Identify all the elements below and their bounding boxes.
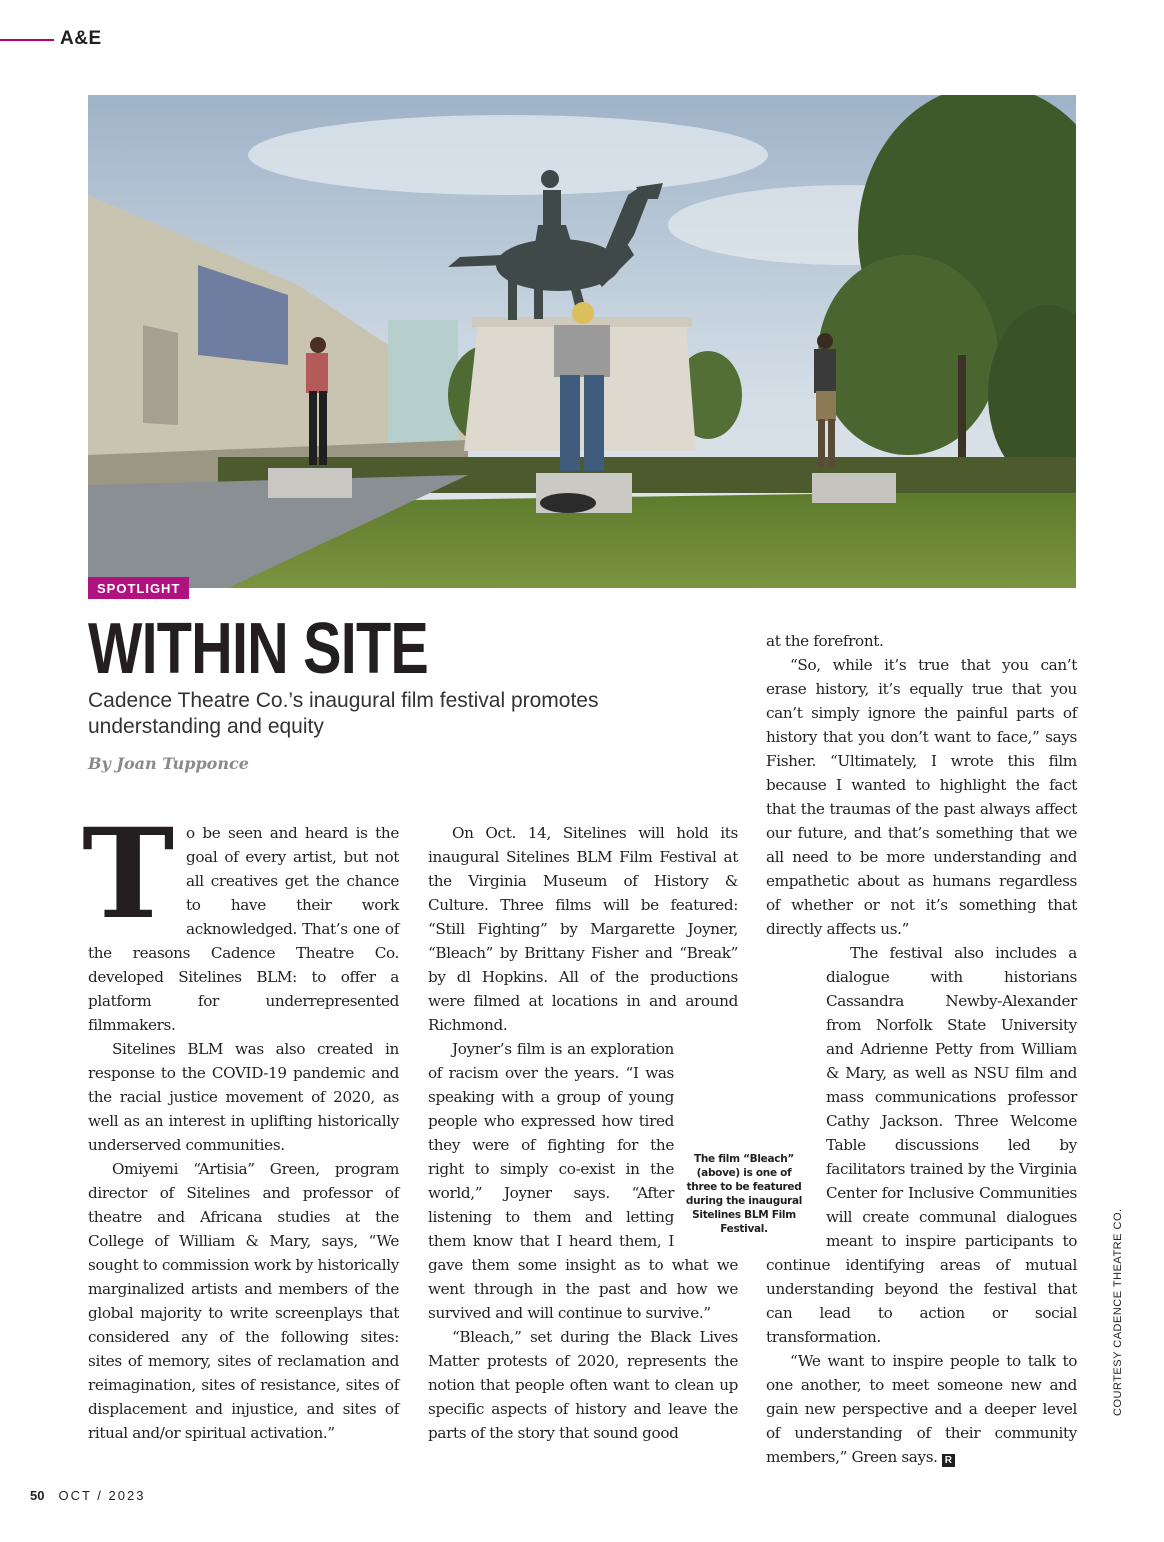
section-rule [0,39,54,41]
article-paragraph: “Bleach,” set during the Black Lives Matter protests of 2020, represents the notion that people often want to clean up specific aspects of history and leave the parts of the story that sound good [428,1328,738,1442]
article-paragraph: Omiyemi “Artisia” Green, program director of Sitelines and professor of theatre and Africana studies at the College of William & Mary, says, “We sought to commission work by historically marginalized artists and members of the global majority to write screenplays that considered any of the following sites: sites of memory, sites of reclamation and reimagination, sites of resistance, sites of displacement and injustice, and sites of ritual and/or spiritual activation.” [88,1160,399,1442]
subhead: Cadence Theatre Co.’s inaugural film festival promotes understanding and equity [88,689,599,738]
article-paragraph: On Oct. 14, Sitelines will hold its inaugural Sitelines BLM Film Festival at the Virginia Museum of History & Culture. Three films will be featured: “Still Fighting” by Margarette Joyner, “Bleach” by Brittany Fisher and “Break” by dl Hopkins. All of the productions were filmed at locations in and around Richmond. [428,824,738,1034]
photo-credit: COURTESY CADENCE THEATRE CO. [1112,1208,1124,1416]
issue-date: OCT / 2023 [58,1488,146,1503]
article-paragraph [766,941,1077,1349]
paragraph-text: o be seen and heard is the goal of every artist, but not all creatives get the chance to have their work acknowledged. That’s one of the reasons Cadence Theatre Co. developed Sitelines BLM: to offer a platform for underrepresented filmmakers. [88,824,399,1034]
photo-statue-scene-icon [88,95,1076,588]
article-paragraph: Sitelines BLM was also created in response to the COVID-19 pandemic and the racial justice movement of 2020, as well as an interest in uplifting historically underserved communities. [88,1040,399,1154]
end-mark-icon: R [942,1454,955,1467]
article-column-1 [82,802,399,1445]
article-paragraph: “So, while it’s true that you can’t erase history, it’s equally true that you can’t simply ignore the painful parts of history that you don’t want to face,” says Fisher. “Ultimately, I wrote this film because I wanted to highlight the fact that the traumas of the past always affect our future, and that’s something that we all need to be more understanding and empathetic about as humans regardless of whether or not it’s something that directly affects us.” [766,656,1077,938]
paragraph-text: The festival also includes a dialogue with historians Cassandra Newby-Alexander from Norfolk State University and Adrienne Petty from William & Mary, as well as NSU film and mass communications professor Cathy Jackson. Three Welcome Table discussions led by facilitators trained by the Virginia Center for Inclusive Communities will create communal dialogues meant to inspire participants to continue identifying areas of mutual understanding beyond the festival that can lead to action or social transformation. [766,944,1077,1346]
photo-caption: The film “Bleach” (above) is one of three to be featured during the inaugural Sitelines BLM Film Festival. [685,1153,803,1235]
article-paragraph: at the forefront. [766,632,884,650]
page-number: 50 [30,1488,45,1503]
drop-cap: T [82,802,174,947]
article-paragraph [82,802,399,1037]
feature-photo [88,95,1076,588]
article-column-3 [766,629,1077,1469]
headline: WITHIN SITE [88,609,428,689]
paragraph-text: “We want to inspire people to talk to one another, to meet someone new and gain new perspective and a deeper level of understanding of their community members,” Green says. [766,1352,1077,1466]
paragraph-text: Joyner’s film is an exploration of racism over the years. “I was speaking with a group of young people who expressed how tired they were of fighting for the right to simply co-exist in the world,” Joyner says. “After listening to them and letting them know that I heard them, I gave them some insight as to what we went through in the past and how we survived and will continue to survive.” [428,1040,738,1322]
article-paragraph [766,1349,1077,1469]
article-column-2 [428,821,738,1445]
byline: By Joan Tupponce [88,754,249,773]
folio [30,1488,145,1503]
spotlight-badge: SPOTLIGHT [88,577,189,599]
section-label: A&E [60,28,102,49]
